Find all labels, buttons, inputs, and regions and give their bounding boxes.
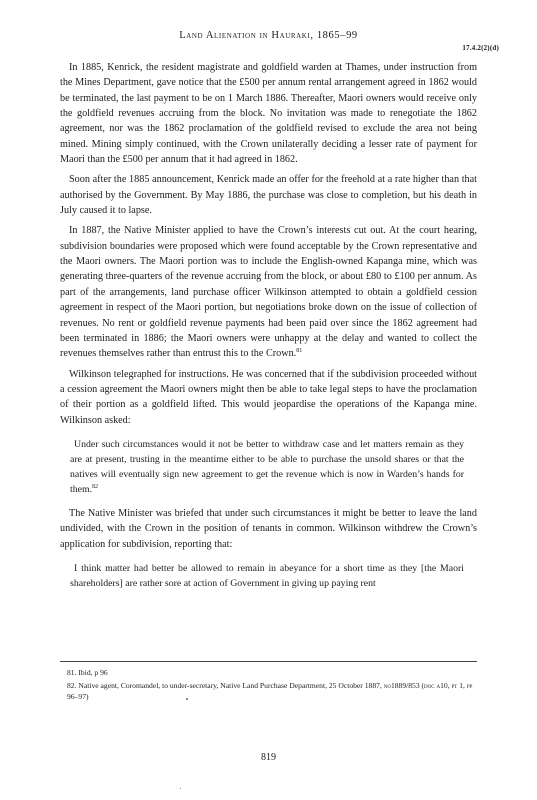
footnote-marker: 82 [92, 483, 99, 490]
footnotes [60, 667, 477, 704]
footnote: 81. Ibid, p 96 [67, 668, 108, 677]
footnote-text: 82. Native agent, Coromandel, to under-secretary, Native Land Purchase Department, 25 October 1887, [67, 681, 382, 690]
paragraph [60, 223, 477, 361]
body-text [60, 60, 477, 600]
section-reference: 17.4.2(2)(d) [462, 44, 499, 52]
page-number: 819 [261, 752, 276, 763]
footnote [60, 680, 477, 702]
block-quote [60, 437, 477, 497]
quote-text [70, 437, 464, 497]
paragraph: Wilkinson telegraphed for instructions. He was concerned that if the subdivision proceeded without a cession agreement the Maori owners might then be able to take legal steps to have the proclamation of their portion as a goldfield lifted. This would jeopardise the operations of the Kapanga mine. Wilkinson asked: [60, 368, 477, 426]
quote-body: Under such circumstances would it not be better to withdraw case and let matters remain as they are at present, trusting in the meantime either to be able to purchase the unsold shares or that the natives will eventually sign new agreement to get the revenue which is now in Warden’s hands for them. [70, 438, 464, 495]
quote-text: I think matter had better be allowed to remain in abeyance for a short time as they [the Maori shareholders] are rather sore at action of Government in giving up paying rent [70, 562, 464, 589]
paragraph: Soon after the 1885 announcement, Kenrick made an offer for the freehold at a rate higher than that authorised by the Government. By May 1886, the purchase was close to completion, but his death in July caused it to lapse. [60, 174, 477, 217]
scan-speck [180, 788, 181, 789]
footnote-marker: 81 [296, 348, 303, 355]
footnote-rule [60, 661, 477, 662]
scan-speck [186, 698, 188, 700]
footnote-reference: no1889/853 (doc a10, pt 1, pp 96–97) [67, 681, 473, 701]
paragraph-text: In 1887, the Native Minister applied to have the Crown’s interests cut out. At the court hearing, subdivision boundaries were proposed which were found acceptable by the Crown representative and the Maori owners. The Maori portion was to include the English-owned Kapanga mine, which was generating three-quarters of the revenue accruing from the block, or about £80 to £100 per annum. As part of the arrangements, land purchase officer Wilkinson attempted to obtain a goldfield cession agreement in respect of the Maori portion, but negotiations broke down on the issue of collection of revenues. No rent or goldfield revenue payments had been paid over since the 1862 agreement had been terminated in 1886; the Maori owners were unhappy at the delay and wanted to collect the revenues themselves rather than entrust this to the Crown. [60, 225, 477, 360]
paragraph: In 1885, Kenrick, the resident magistrate and goldfield warden at Thames, under instruction from the Mines Department, gave notice that the £500 per annum rental arrangement agreed in 1862 would be terminated, the last payment to be on 1 March 1886. Thereafter, Maori owners would receive only the goldfield revenues accruing from the block. No invitation was made to renegotiate the 1862 agreement, nor was the 1862 proclamation of the goldfield revised to exclude the area not being mined. Mining simply continued, with the Crown unilaterally deciding a lesser rate of payment for Maori than the £500 per annum that it had agreed in 1862. [60, 62, 477, 166]
running-head: Land Alienation in Hauraki, 1865–99 [179, 30, 358, 41]
paragraph: The Native Minister was briefed that under such circumstances it might be better to leave the land undivided, with the Crown in the position of tenants in common. Wilkinson withdrew the Crown’s application for subdivision, reporting that: [60, 507, 477, 550]
block-quote [60, 561, 477, 591]
